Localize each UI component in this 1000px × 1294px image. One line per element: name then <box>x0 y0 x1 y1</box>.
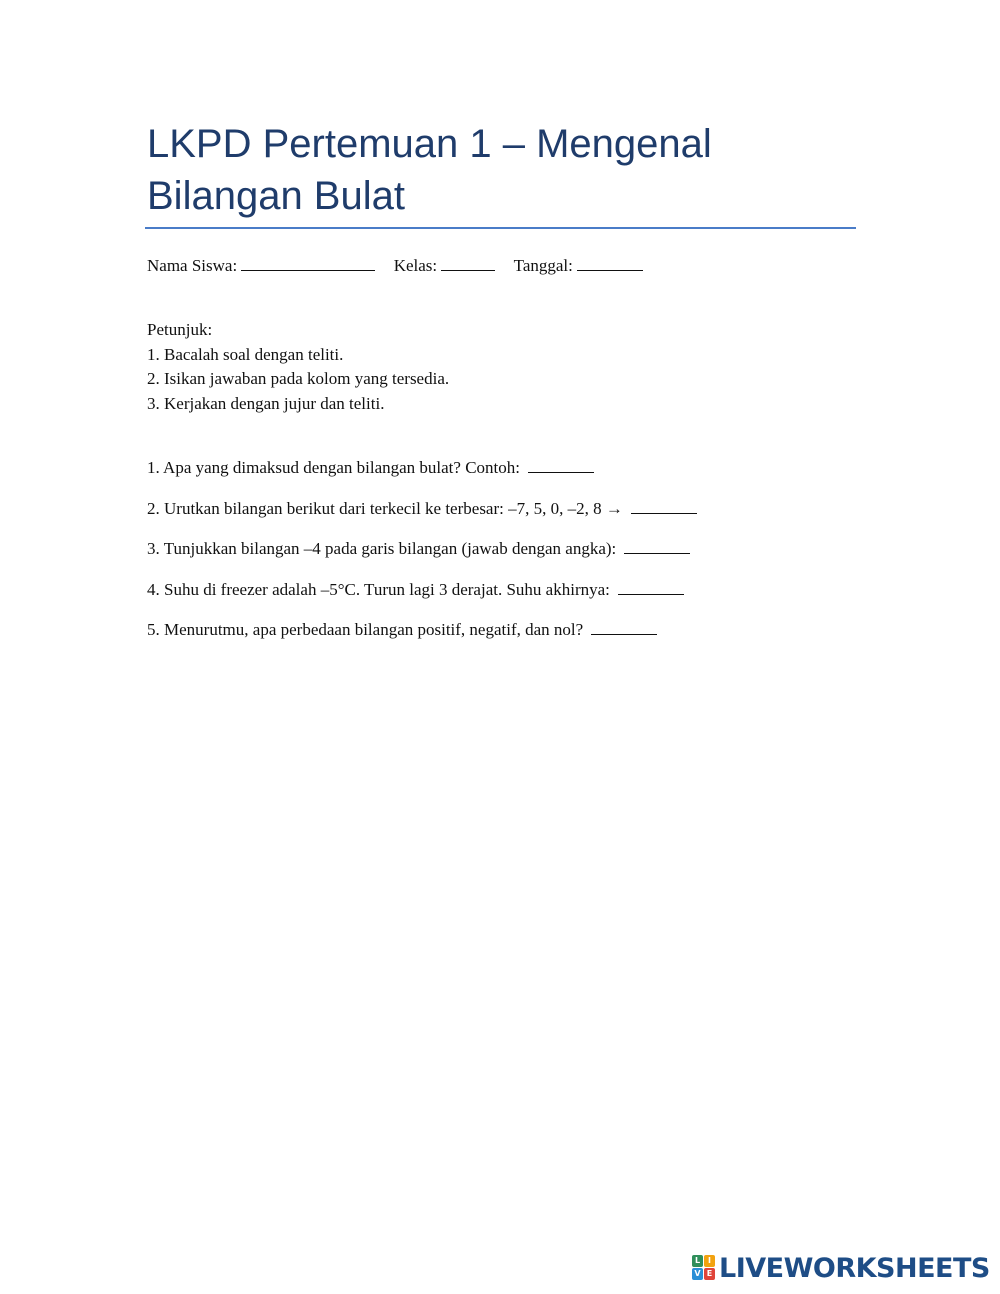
instruction-item: 2. Isikan jawaban pada kolom yang tersedia. <box>147 369 450 388</box>
question-text: 5. Menurutmu, apa perbedaan bilangan positif, negatif, dan nol? <box>147 620 584 639</box>
tanggal-field[interactable] <box>577 255 643 271</box>
page-title: LKPD Pertemuan 1 – Mengenal Bilangan Bulat <box>147 122 712 218</box>
question-text: 2. Urutkan bilangan berikut dari terkecil ke terbesar: –7, 5, 0, –2, 8 → <box>147 498 623 518</box>
question-3 <box>147 537 697 578</box>
kelas-label: Kelas: <box>393 256 438 275</box>
question-5 <box>147 618 697 659</box>
logo-square-l: L <box>692 1255 703 1267</box>
title-divider <box>145 227 856 229</box>
question-text: 3. Tunjukkan bilangan –4 pada garis bilangan (jawab dengan angka): <box>147 539 617 558</box>
question-4 <box>147 578 697 619</box>
tanggal-label: Tanggal: <box>513 256 573 275</box>
question-2 <box>147 497 697 538</box>
instructions-heading: Petunjuk: <box>147 320 213 339</box>
answer-field-4[interactable] <box>618 579 684 595</box>
answer-field-3[interactable] <box>624 538 690 554</box>
kelas-field[interactable] <box>441 255 495 271</box>
question-text: 1. Apa yang dimaksud dengan bilangan bulat? Contoh: <box>147 458 520 477</box>
liveworksheets-logo <box>692 1253 990 1283</box>
liveworksheets-logo-icon <box>692 1255 716 1281</box>
question-text: 4. Suhu di freezer adalah –5°C. Turun lagi 3 derajat. Suhu akhirnya: <box>147 579 610 599</box>
instruction-item: 3. Kerjakan dengan jujur dan teliti. <box>147 393 385 413</box>
answer-field-5[interactable] <box>591 619 657 635</box>
liveworksheets-logo-text: LIVEWORKSHEETS <box>719 1252 990 1284</box>
answer-field-1[interactable] <box>528 457 594 473</box>
instructions-block <box>147 318 449 416</box>
answer-field-2[interactable] <box>631 498 697 514</box>
logo-square-v: V <box>692 1268 703 1280</box>
nama-siswa-field[interactable] <box>241 255 375 271</box>
logo-square-e: E <box>704 1268 715 1280</box>
logo-square-i: I <box>704 1255 715 1267</box>
student-info-line <box>147 255 643 277</box>
instruction-item: 1. Bacalah soal dengan teliti. <box>147 344 344 364</box>
questions-list <box>147 456 697 659</box>
question-1 <box>147 456 697 497</box>
nama-siswa-label: Nama Siswa: <box>147 256 238 275</box>
